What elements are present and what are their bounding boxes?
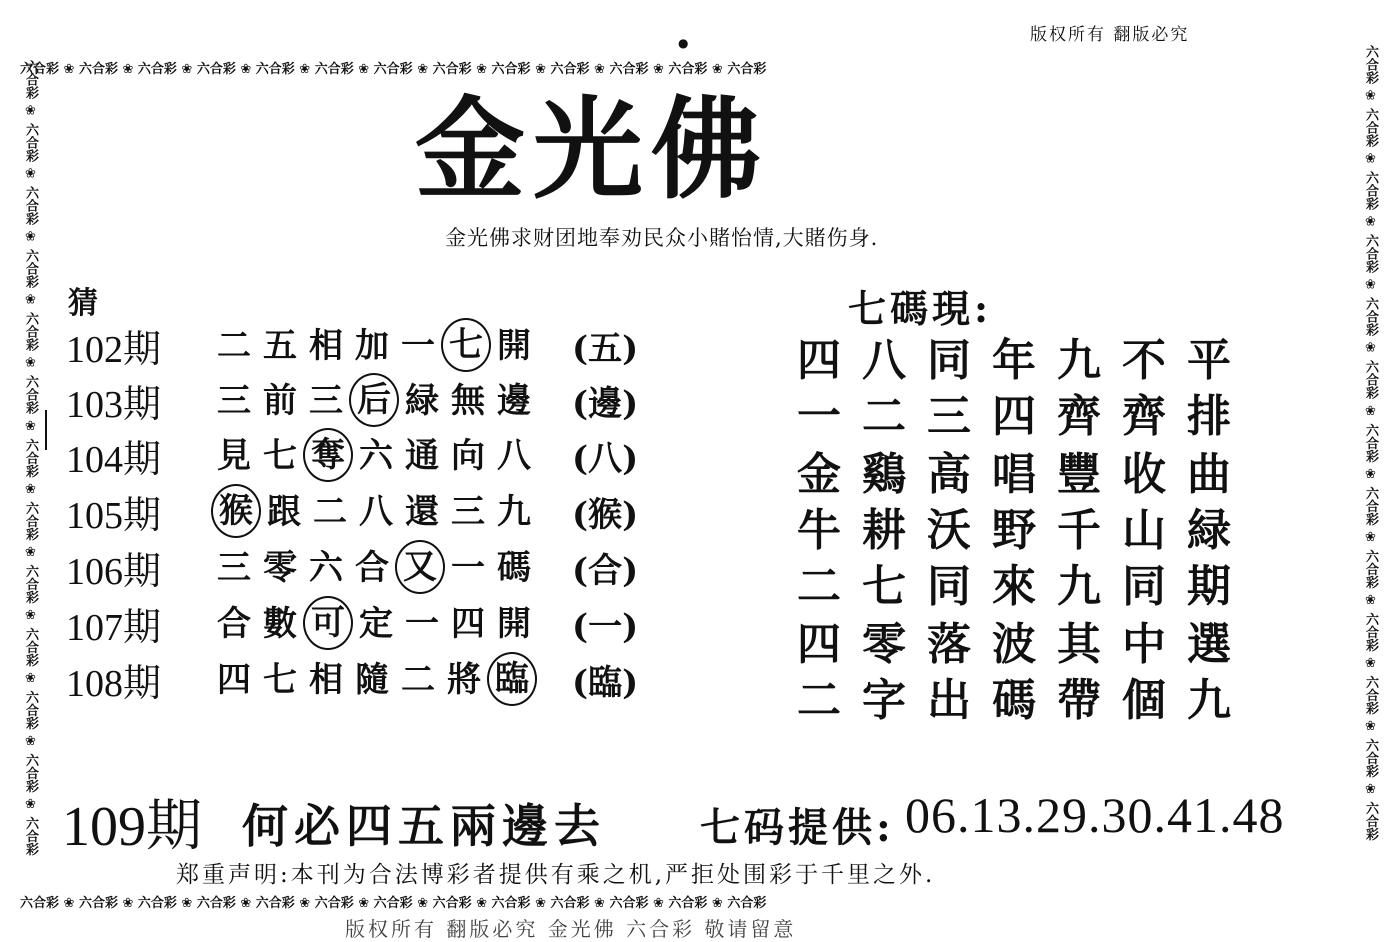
clue-character: 七 [263,660,297,700]
circled-character: 臨 [487,652,537,706]
clue-character: 相 [309,326,343,366]
poem-line [797,664,1252,728]
clue-character: 九 [497,492,531,532]
poem-character: 九 [1187,675,1231,726]
clue-character: 一 [451,548,485,588]
circled-character: 七 [441,318,491,372]
poem-character: 高 [927,449,971,500]
riddle-clue [211,373,537,427]
poem-character: 七 [862,561,906,612]
seven-code-label: 七码提供: [700,804,895,851]
clue-character: 合 [217,604,251,644]
clue-character: 四 [451,604,485,644]
clue-character: 三 [217,548,251,588]
clue-character: 八 [497,436,531,476]
poem-character: 四 [797,619,841,670]
riddle-answer: (合) [572,550,639,591]
clue-character: 開 [497,326,531,366]
poem-character: 選 [1187,619,1231,670]
riddle-clue [211,652,537,706]
riddle-answer: (八) [572,438,639,479]
riddle-row [66,373,639,427]
poem-character: 八 [862,335,906,386]
poem-character: 出 [927,675,971,726]
issue-number: 106期 [66,550,162,593]
poem-character: 波 [992,619,1036,670]
clue-character: 定 [359,604,393,644]
poem-line [797,608,1252,672]
poem-character: 來 [992,561,1036,612]
poem-character: 四 [992,391,1036,442]
poem-line [797,380,1252,444]
poem-character: 山 [1122,505,1166,556]
poem-character: 碼 [992,675,1036,726]
clue-character: 緑 [405,381,439,421]
poem-character: 唱 [992,449,1036,500]
clue-character: 相 [309,660,343,700]
poem-character: 緑 [1187,505,1231,556]
riddle-answer: (臨) [572,662,639,703]
clue-character: 向 [451,436,485,476]
riddle-row [66,652,639,706]
clue-character: 七 [263,436,297,476]
riddle-answer: (五) [572,328,639,369]
poem-character: 收 [1122,449,1166,500]
poem-character: 帶 [1057,675,1101,726]
poem-character: 鷄 [862,449,906,500]
poem-character: 牛 [797,505,841,556]
poem-character: 二 [797,675,841,726]
clue-character: 加 [355,326,389,366]
riddle-row [66,428,639,482]
poem-character: 同 [927,335,971,386]
clue-character: 隨 [355,660,389,700]
poem-character: 齊 [1122,391,1166,442]
poem-character: 沃 [927,505,971,556]
poem-character: 字 [862,675,906,726]
poem-character: 曲 [1187,449,1231,500]
clue-character: 碼 [497,548,531,588]
clue-character: 六 [309,548,343,588]
next-issue-clue: 何必四五兩邊去 [242,799,606,853]
issue-number: 103期 [66,383,162,426]
poem-character: 落 [927,619,971,670]
next-issue-number: 109期 [62,796,202,858]
riddle-row [66,540,639,594]
poem-character: 平 [1187,335,1231,386]
poem-character: 二 [797,561,841,612]
issue-number: 105期 [66,494,162,537]
clue-character: 通 [405,436,439,476]
clue-character: 一 [401,326,435,366]
clue-character: 還 [405,492,439,532]
poem-character: 同 [927,561,971,612]
scan-mark [45,410,47,450]
footer-note: 版权所有 翻版必究 金光佛 六合彩 敬请留意 [345,917,797,941]
poem-character: 二 [862,391,906,442]
top-border-strip: 六合彩 ❀ 六合彩 ❀ 六合彩 ❀ 六合彩 ❀ 六合彩 ❀ 六合彩 ❀ 六合彩 ❀ 六合彩 ❀ 六合彩 ❀ 六合彩 ❀ 六合彩 ❀ 六合彩 ❀ 六合彩 [20,62,767,77]
poem-character: 零 [862,619,906,670]
clue-character: 零 [263,548,297,588]
seven-code-heading: 七碼現: [848,286,993,331]
poem-line [797,550,1252,614]
poem-line [797,324,1252,388]
poem-character: 豐 [1057,449,1101,500]
riddle-answer: (邊) [572,383,639,424]
guess-label: 猜 [68,286,98,321]
clue-character: 將 [447,660,481,700]
clue-character: 三 [451,492,485,532]
circled-character: 奪 [303,428,353,482]
clue-character: 見 [217,436,251,476]
disclaimer: 郑重声明:本刊为合法博彩者提供有乘之机,严拒处围彩于千里之外. [176,862,936,888]
poem-character: 九 [1057,335,1101,386]
clue-character: 合 [355,548,389,588]
issue-number: 107期 [66,606,162,649]
poem-character: 四 [797,335,841,386]
clue-character: 五 [263,326,297,366]
subtitle: 金光佛求财团地奉劝民众小賭怡情,大賭伤身. [445,226,879,250]
poem-character: 排 [1187,391,1231,442]
clue-character: 邊 [497,381,531,421]
seven-code-numbers: 06.13.29.30.41.48 [905,787,1285,843]
clue-character: 跟 [267,492,301,532]
clue-character: 前 [263,381,297,421]
poem-character: 金 [797,449,841,500]
riddle-clue [211,596,537,650]
poem-character: 齊 [1057,391,1101,442]
speck: ● [678,36,689,50]
riddle-answer: (一) [572,606,639,647]
riddle-clue [211,318,537,372]
clue-character: 無 [451,381,485,421]
clue-character: 一 [405,604,439,644]
poem-character: 野 [992,505,1036,556]
poem-character: 其 [1057,619,1101,670]
circled-character: 后 [349,373,399,427]
poem-character: 三 [927,391,971,442]
clue-character: 數 [263,604,297,644]
clue-character: 八 [359,492,393,532]
poem-character: 千 [1057,505,1101,556]
circled-character: 猴 [211,484,261,538]
clue-character: 開 [497,604,531,644]
issue-number: 102期 [66,328,162,371]
poem-character: 耕 [862,505,906,556]
clue-character: 二 [217,326,251,366]
clue-character: 六 [359,436,393,476]
poem-character: 一 [797,391,841,442]
poem-character: 年 [992,335,1036,386]
circled-character: 又 [395,540,445,594]
copyright-notice: 版权所有 翻版必究 [1030,25,1190,45]
clue-character: 二 [401,660,435,700]
clue-character: 四 [217,660,251,700]
riddle-row [66,318,639,372]
clue-character: 二 [313,492,347,532]
bottom-border-strip: 六合彩 ❀ 六合彩 ❀ 六合彩 ❀ 六合彩 ❀ 六合彩 ❀ 六合彩 ❀ 六合彩 ❀ 六合彩 ❀ 六合彩 ❀ 六合彩 ❀ 六合彩 ❀ 六合彩 ❀ 六合彩 [20,896,767,911]
riddle-row [66,484,639,538]
page-title: 金光佛 [415,85,769,214]
poem-character: 期 [1187,561,1231,612]
issue-number: 108期 [66,662,162,705]
clue-character: 三 [217,381,251,421]
poem-character: 個 [1122,675,1166,726]
riddle-clue [211,484,537,538]
issue-number: 104期 [66,438,162,481]
poem-character: 九 [1057,561,1101,612]
left-border-strip: 六合彩 ❀ 六合彩 ❀ 六合彩 ❀ 六合彩 ❀ 六合彩 ❀ 六合彩 ❀ 六合彩 ❀ 六合彩 ❀ 六合彩 ❀ 六合彩 ❀ 六合彩 ❀ 六合彩 ❀ 六合彩 [23,60,38,856]
poem-line [797,438,1252,502]
right-border-strip: 六合彩 ❀ 六合彩 ❀ 六合彩 ❀ 六合彩 ❀ 六合彩 ❀ 六合彩 ❀ 六合彩 ❀ 六合彩 ❀ 六合彩 ❀ 六合彩 ❀ 六合彩 ❀ 六合彩 ❀ 六合彩 [1363,45,1378,841]
poem-character: 中 [1122,619,1166,670]
riddle-answer: (猴) [572,494,639,535]
poem-line [797,494,1252,558]
poem-character: 同 [1122,561,1166,612]
clue-character: 三 [309,381,343,421]
riddle-clue [211,428,537,482]
riddle-row [66,596,639,650]
poem-character: 不 [1122,335,1166,386]
riddle-clue [211,540,537,594]
circled-character: 可 [303,596,353,650]
